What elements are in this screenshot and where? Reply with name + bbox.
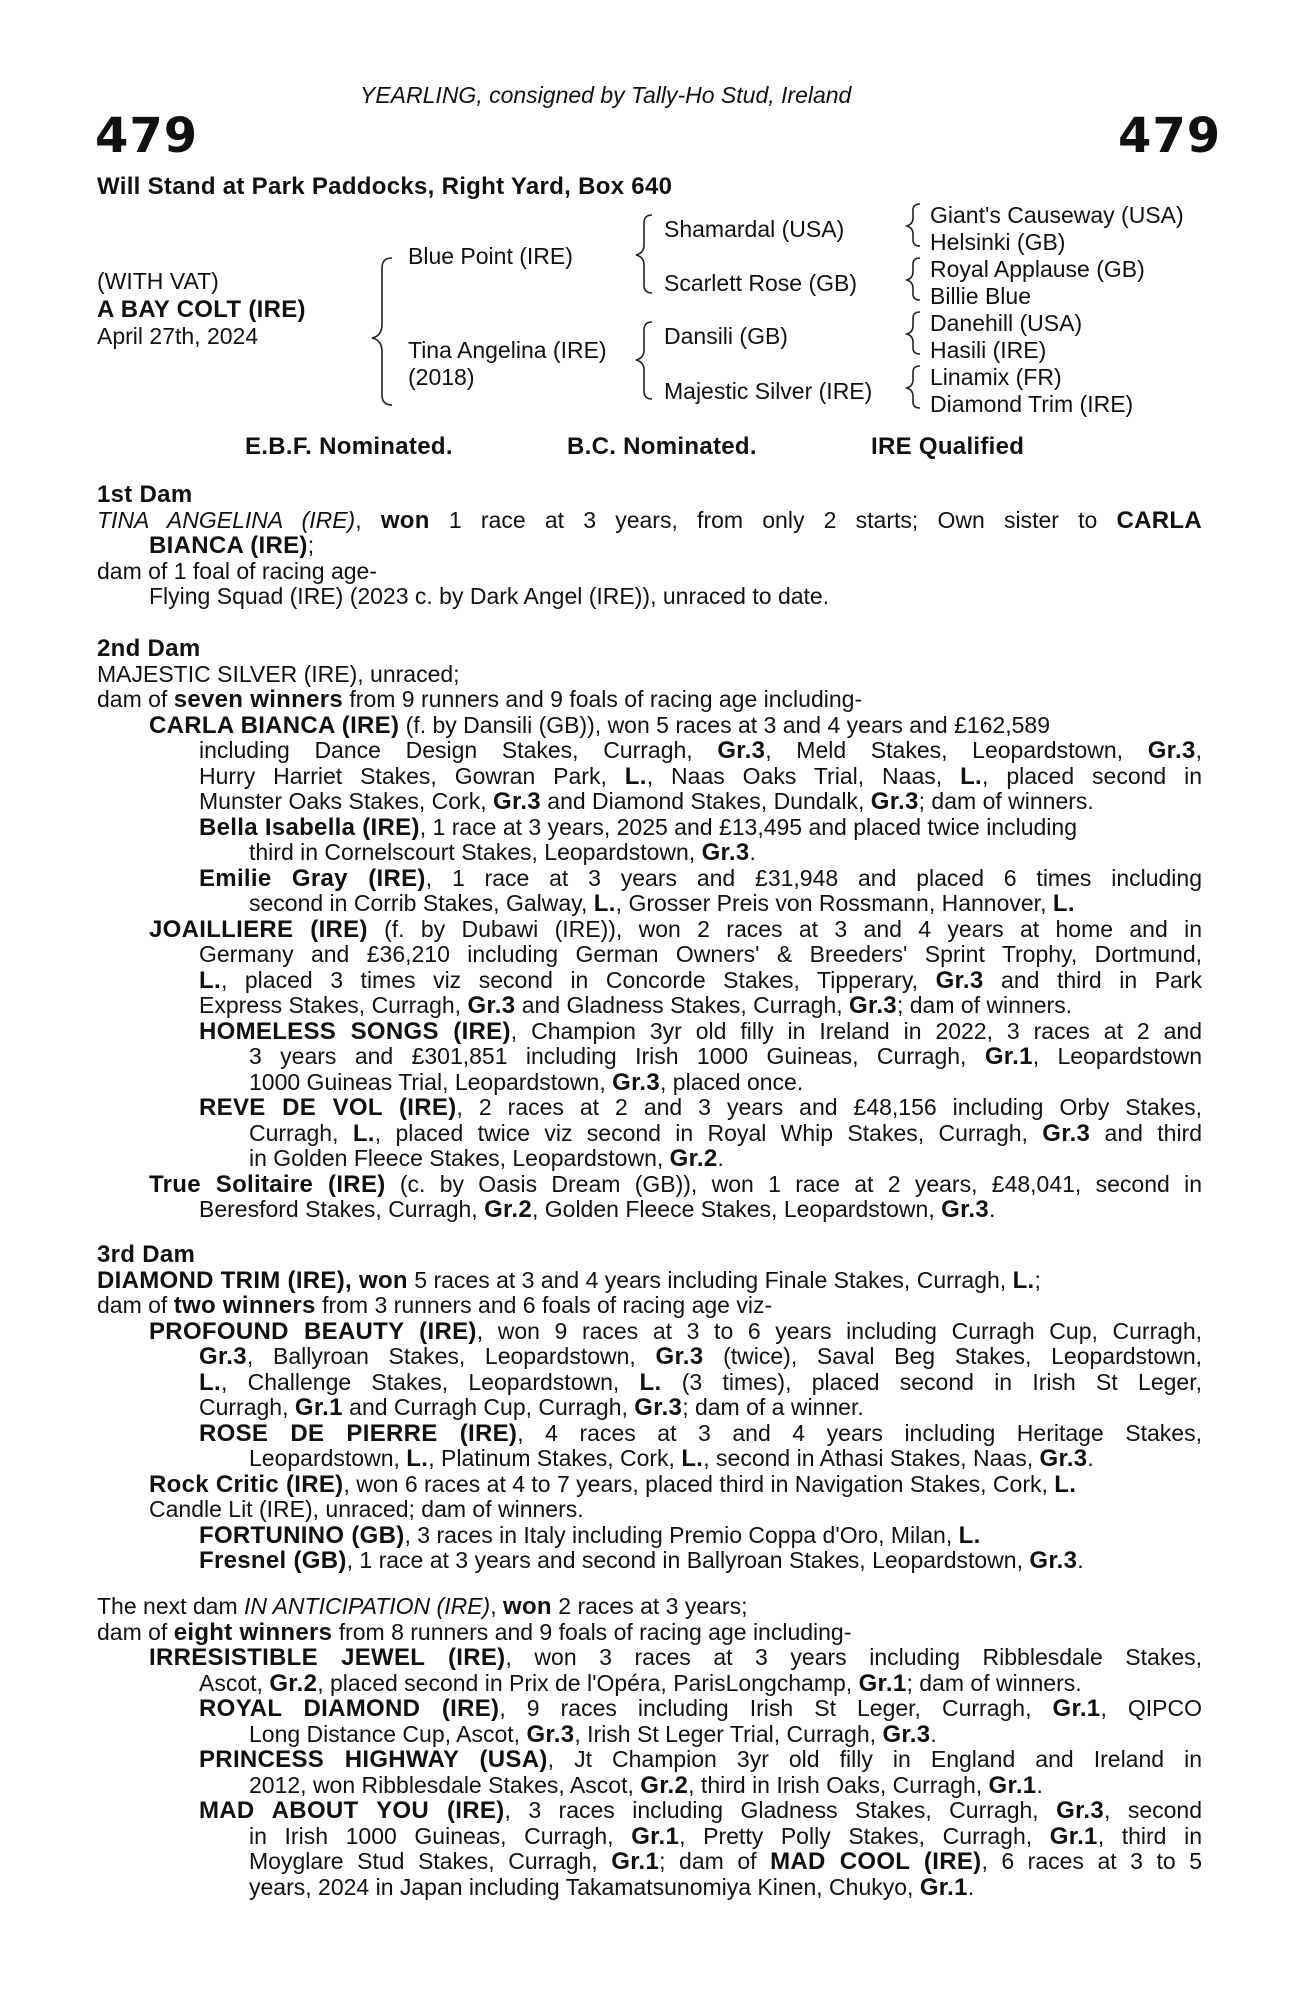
produce-record: ROSE DE PIERRE (IRE), 4 races at 3 and 4 years including Heritage Stakes, (199, 1420, 1202, 1446)
produce-record: Bella Isabella (IRE), 1 race at 3 years, 2025 and £13,495 and placed twice including (199, 813, 1077, 841)
sire-name: Blue Point (IRE) (408, 243, 573, 269)
bc-nomination: B.C. Nominated. (567, 433, 757, 460)
produce-record: Leopardstown, L., Platinum Stakes, Cork, L., second in Athasi Stakes, Naas, Gr.3. (249, 1445, 1094, 1472)
produce-record: PRINCESS HIGHWAY (USA), Jt Champion 3yr old filly in England and Ireland in (199, 1747, 1202, 1773)
dam-foaling-year: (2018) (408, 364, 475, 390)
produce-record: Express Stakes, Curragh, Gr.3 and Gladness Stakes, Curragh, Gr.3; dam of winners. (199, 992, 1073, 1019)
produce-record: years, 2024 in Japan including Takamatsunomiya Kinen, Chukyo, Gr.1. (249, 1873, 975, 1901)
produce-record: Hurry Harriet Stakes, Gowran Park, L., Naas Oaks Trial, Naas, L., placed second in (199, 763, 1202, 789)
produce-record: Long Distance Cup, Ascot, Gr.3, Irish St Leger Trial, Curragh, Gr.3. (249, 1720, 937, 1748)
sire-dam: Scarlett Rose (GB) (664, 270, 857, 296)
ire-qualified: IRE Qualified (871, 433, 1025, 460)
produce-record: L., placed 3 times viz second in Concorde Stakes, Tipperary, Gr.3 and third in Park (199, 967, 1202, 993)
produce-record: including Dance Design Stakes, Curragh, Gr.3, Meld Stakes, Leopardstown, Gr.3, (199, 738, 1202, 764)
vat-note: (WITH VAT) (97, 268, 219, 294)
horse-name: A BAY COLT (IRE) (97, 296, 306, 323)
section-heading: 3rd Dam (97, 1241, 196, 1268)
produce-record: ROYAL DIAMOND (IRE), 9 races including Irish St Leger, Curragh, Gr.1, QIPCO (199, 1696, 1202, 1722)
section-heading: 2nd Dam (97, 635, 201, 662)
dam-sire: Dansili (GB) (664, 323, 788, 349)
produce-record: 2012, won Ribblesdale Stakes, Ascot, Gr.2, third in Irish Oaks, Curragh, Gr.1. (249, 1771, 1043, 1799)
produce-record: True Solitaire (IRE) (c. by Oasis Dream (GB)), won 1 race at 2 years, £48,041, second in (149, 1171, 1202, 1197)
foaling-date: April 27th, 2024 (97, 323, 259, 349)
sire-dam-sire: Royal Applause (GB) (930, 256, 1145, 282)
sire-dam-dam: Billie Blue (930, 283, 1031, 309)
third-dam-line: dam of two winners from 3 runners and 6 foals of racing age viz- (97, 1292, 773, 1319)
produce-record: HOMELESS SONGS (IRE), Champion 3yr old filly in Ireland in 2022, 3 races at 2 and (199, 1018, 1202, 1044)
produce-record: Curragh, L., placed twice viz second in Royal Whip Stakes, Curragh, Gr.3 and third (249, 1120, 1202, 1146)
dam-sire-sire: Danehill (USA) (930, 310, 1083, 336)
first-dam-section (97, 482, 1202, 610)
produce-record: 1000 Guineas Trial, Leopardstown, Gr.3, placed once. (249, 1068, 804, 1096)
next-dam-section (97, 1594, 1202, 1900)
produce-record: Curragh, Gr.1 and Curragh Cup, Curragh, Gr.3; dam of a winner. (199, 1394, 864, 1421)
lot-number-right: 479 (1118, 108, 1222, 164)
dam-dam: Majestic Silver (IRE) (664, 378, 873, 404)
produce-record: in Golden Fleece Stakes, Leopardstown, Gr.2. (249, 1145, 724, 1172)
dam-name: Tina Angelina (IRE) (408, 337, 607, 363)
produce-record: Beresford Stakes, Curragh, Gr.2, Golden Fleece Stakes, Leopardstown, Gr.3. (199, 1196, 996, 1223)
produce-record: Rock Critic (IRE), won 6 races at 4 to 7 years, placed third in Navigation Stakes, Cork, L. (149, 1470, 1077, 1498)
produce-record: MAD ABOUT YOU (IRE), 3 races including Gladness Stakes, Curragh, Gr.3, second (199, 1798, 1202, 1824)
produce-record: L., Challenge Stakes, Leopardstown, L. (3 times), placed second in Irish St Leger, (199, 1369, 1202, 1395)
first-dam-line: TINA ANGELINA (IRE), won 1 race at 3 years, from only 2 starts; Own sister to CARLA (97, 507, 1202, 533)
produce-record: in Irish 1000 Guineas, Curragh, Gr.1, Pretty Polly Stakes, Curragh, Gr.1, third in (249, 1823, 1202, 1849)
produce-record: Moyglare Stud Stakes, Curragh, Gr.1; dam of MAD COOL (IRE), 6 races at 3 to 5 (249, 1849, 1202, 1875)
produce-record: Gr.3, Ballyroan Stakes, Leopardstown, Gr.3 (twice), Saval Beg Stakes, Leopardstown, (199, 1344, 1202, 1370)
produce-record: FORTUNINO (GB), 3 races in Italy including Premio Coppa d'Oro, Milan, L. (199, 1521, 981, 1549)
produce-record: Emilie Gray (IRE), 1 race at 3 years and £31,948 and placed 6 times including (199, 865, 1202, 891)
lot-number-left: 479 (95, 108, 199, 164)
first-dam-line: BIANCA (IRE); (149, 532, 315, 559)
sire-sire-sire: Giant's Causeway (USA) (930, 202, 1184, 228)
third-dam-section (97, 1242, 1202, 1574)
dam-dam-sire: Linamix (FR) (930, 364, 1062, 390)
first-dam-line: dam of 1 foal of racing age- (97, 557, 377, 584)
produce-record: IRRESISTIBLE JEWEL (IRE), won 3 races at 3 years including Ribblesdale Stakes, (149, 1645, 1202, 1671)
produce-record: REVE DE VOL (IRE), 2 races at 2 and 3 years and £48,156 including Orby Stakes, (199, 1095, 1202, 1121)
consignor-line: YEARLING, consigned by Tally-Ho Stud, Ireland (360, 82, 852, 108)
second-dam-line: MAJESTIC SILVER (IRE), unraced; (97, 660, 460, 687)
produce-record: 3 years and £301,851 including Irish 1000 Guineas, Curragh, Gr.1, Leopardstown (249, 1044, 1202, 1070)
produce-record: Fresnel (GB), 1 race at 3 years and second in Ballyroan Stakes, Leopardstown, Gr.3. (199, 1547, 1084, 1574)
produce-record: Germany and £36,210 including German Owners' & Breeders' Sprint Trophy, Dortmund, (199, 942, 1202, 967)
stabling-location: Will Stand at Park Paddocks, Right Yard, Box 640 (97, 173, 673, 200)
produce-record: Munster Oaks Stakes, Cork, Gr.3 and Diamond Stakes, Dundalk, Gr.3; dam of winners. (199, 788, 1094, 815)
next-dam-line: The next dam IN ANTICIPATION (IRE), won 2 races at 3 years; (97, 1593, 748, 1620)
produce-record: JOAILLIERE (IRE) (f. by Dubawi (IRE)), won 2 races at 3 and 4 years at home and in (149, 916, 1202, 942)
sire-sire-dam: Helsinki (GB) (930, 229, 1066, 255)
produce-record: CARLA BIANCA (IRE) (f. by Dansili (GB)), won 5 races at 3 and 4 years and £162,589 (149, 711, 1050, 739)
second-dam-section (97, 636, 1202, 1223)
produce-record: Candle Lit (IRE), unraced; dam of winners. (149, 1496, 584, 1522)
produce-record: PROFOUND BEAUTY (IRE), won 9 races at 3 to 6 years including Curragh Cup, Curragh, (149, 1318, 1202, 1344)
produce-record: Ascot, Gr.2, placed second in Prix de l'Opéra, ParisLongchamp, Gr.1; dam of winners. (199, 1669, 1082, 1697)
next-dam-line: dam of eight winners from 8 runners and 9 foals of racing age including- (97, 1618, 852, 1646)
produce-record: second in Corrib Stakes, Galway, L., Grosser Preis von Rossmann, Hannover, L. (249, 890, 1075, 917)
first-dam-line: Flying Squad (IRE) (2023 c. by Dark Angel (IRE)), unraced to date. (149, 583, 830, 609)
second-dam-line: dam of seven winners from 9 runners and 9 foals of racing age including- (97, 686, 863, 713)
sire-sire: Shamardal (USA) (664, 216, 845, 242)
dam-dam-dam: Diamond Trim (IRE) (930, 391, 1134, 417)
third-dam-line: DIAMOND TRIM (IRE), won 5 races at 3 and 4 years including Finale Stakes, Curragh, L.; (97, 1266, 1041, 1294)
section-heading: 1st Dam (97, 481, 193, 508)
dam-sire-dam: Hasili (IRE) (930, 337, 1047, 363)
ebf-nomination: E.B.F. Nominated. (245, 433, 453, 460)
produce-record: third in Cornelscourt Stakes, Leopardstown, Gr.3. (249, 839, 756, 866)
